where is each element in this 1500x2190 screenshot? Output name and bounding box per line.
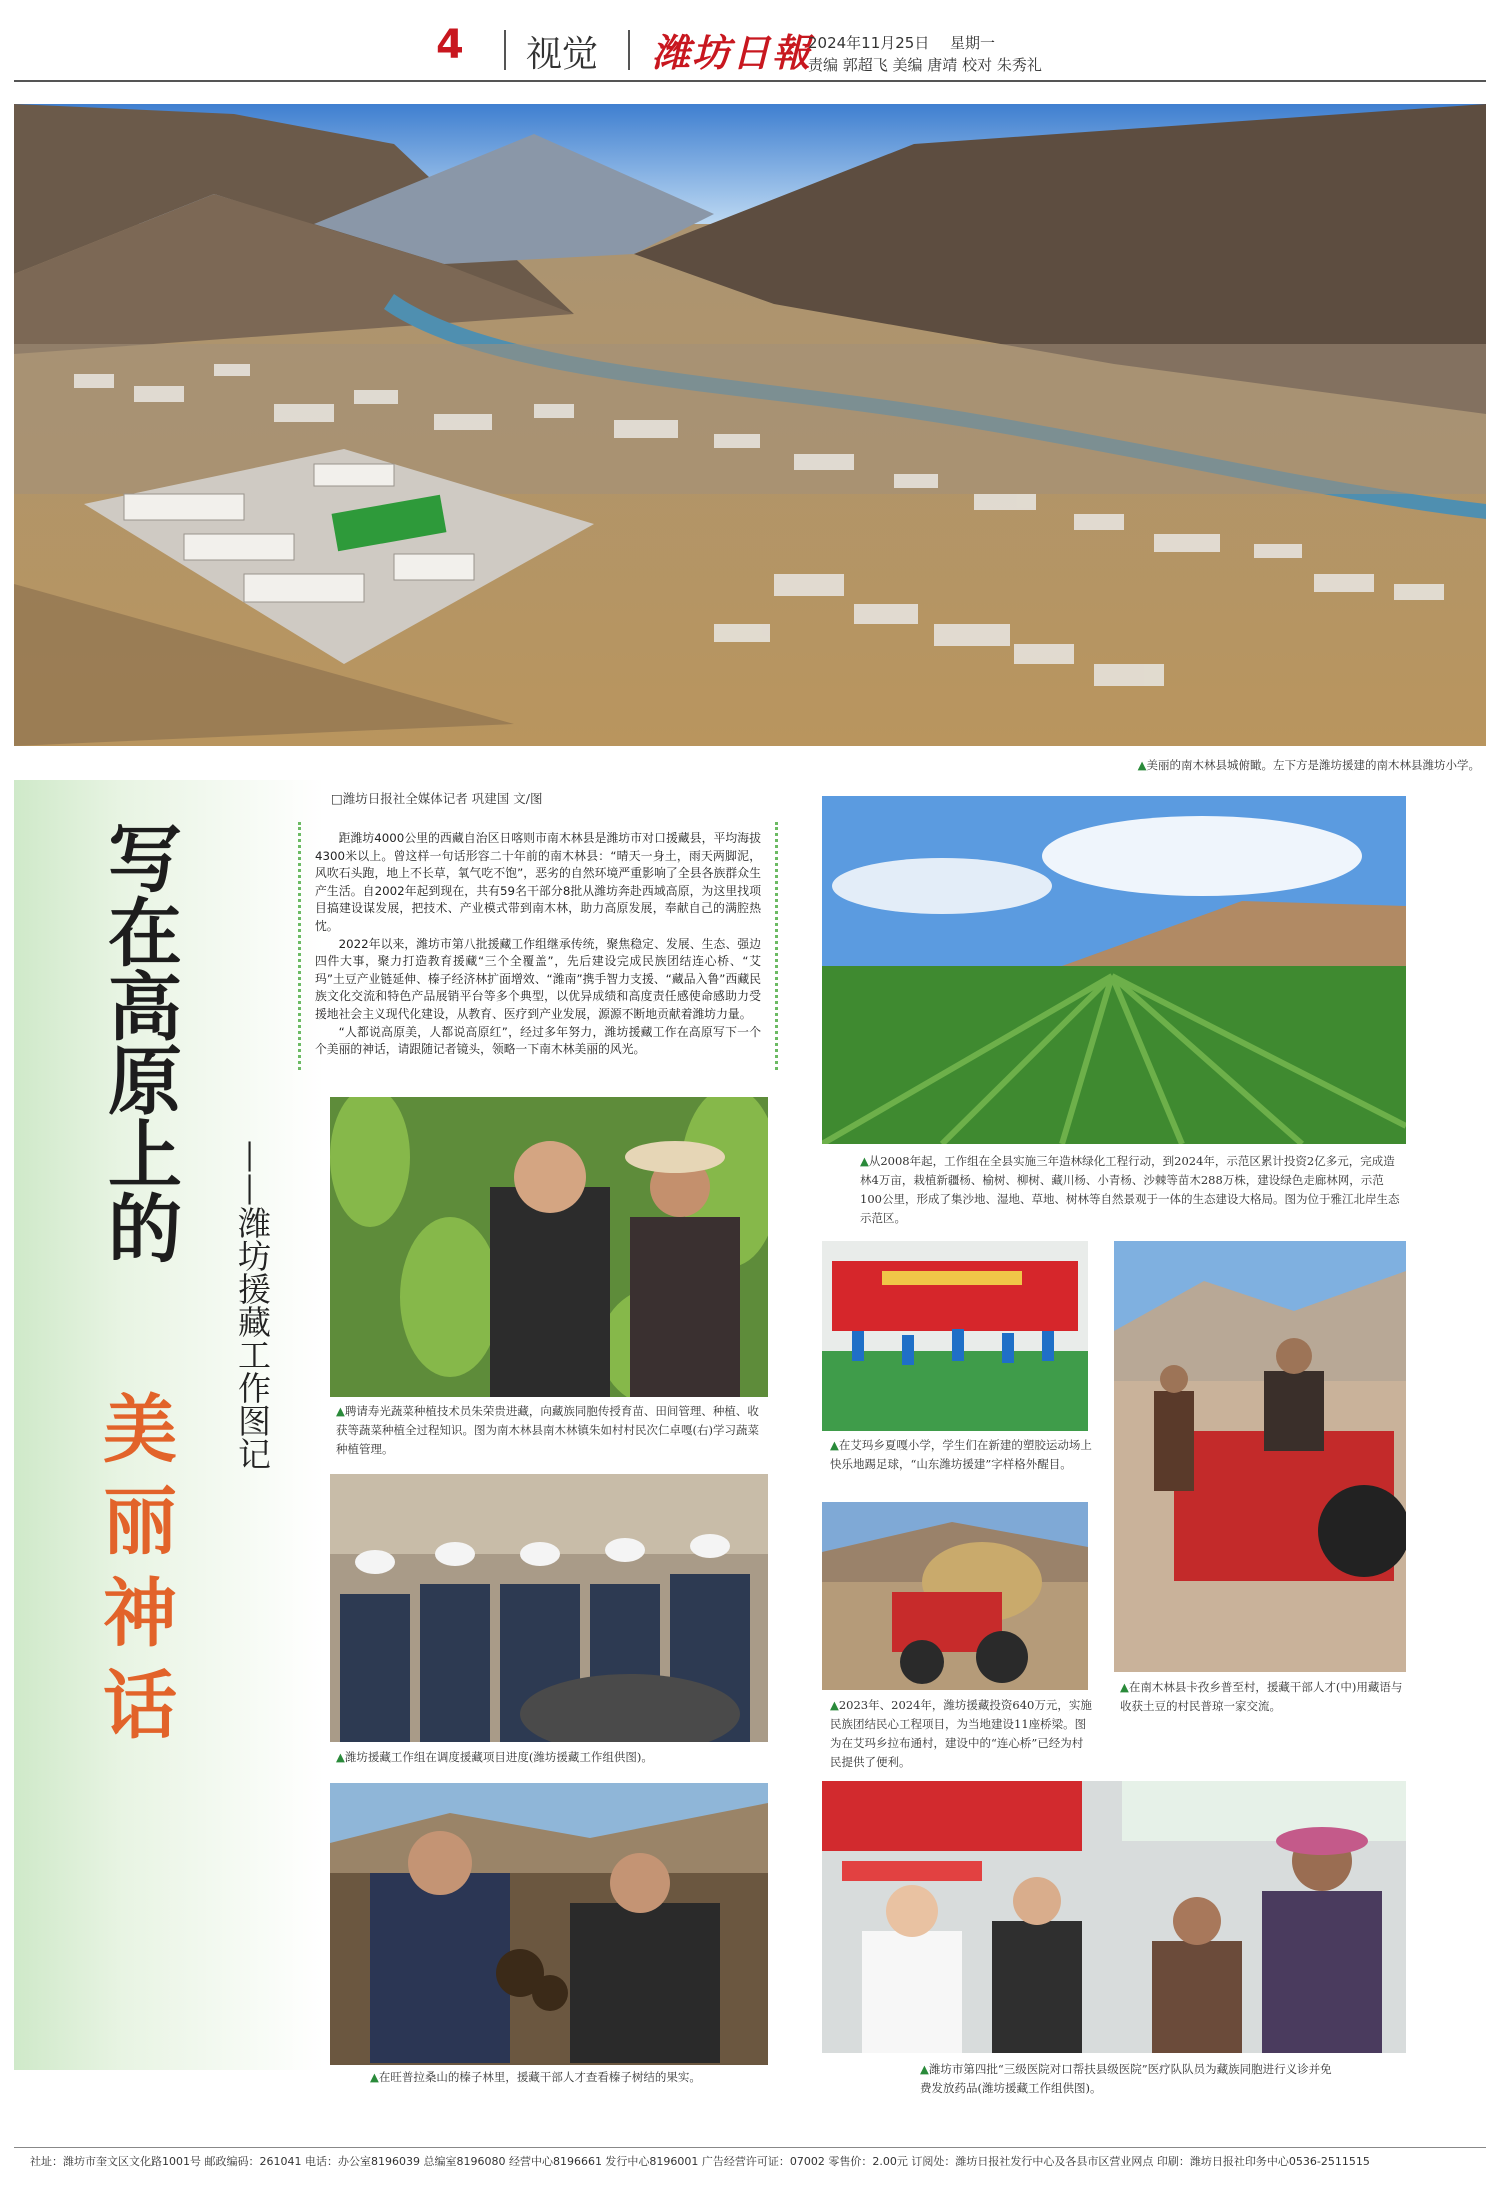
editor-credits: 责编 郭超飞 美编 唐靖 校对 朱秀礼 — [808, 56, 1042, 74]
photo-orchard — [330, 1783, 768, 2065]
tractor-large-caption: ▲在南木林县卡孜乡普至村，援藏干部人才(中)用藏语与收获土豆的村民普琼一家交流。 — [1120, 1680, 1403, 1713]
article-subtitle: ——潍坊援藏工作图记 — [233, 1140, 272, 1470]
article-body — [298, 822, 778, 1070]
caption-triangle-icon: ▲ — [1120, 1680, 1129, 1694]
article-title: 写在高原上的 — [96, 820, 182, 1264]
header-rule — [14, 80, 1486, 82]
newspaper-logo: 潍坊日報 — [652, 30, 813, 75]
photo-tractor-small — [822, 1502, 1088, 1690]
caption-triangle-icon: ▲ — [370, 2070, 379, 2084]
clinic-caption: ▲潍坊市第四批“三级医院对口帮扶县级医院”医疗队队员为藏族同胞进行义诊并免费发放药品(潍坊援藏工作组供图)。 — [920, 2062, 1332, 2095]
byline: □潍坊日报社全媒体记者 巩建国 文/图 — [331, 791, 543, 806]
photo-clinic — [822, 1781, 1406, 2053]
engineers-caption: ▲潍坊援藏工作组在调度援藏项目进度(潍坊援藏工作组供图)。 — [336, 1750, 653, 1764]
article-paragraph: 距潍坊4000公里的西藏自治区日喀则市南木林县是潍坊市对口援藏县，平均海拔4300米以上。曾这样一句话形容二十年前的南木林县：“晴天一身土，雨天两脚泥，风吹石头跑，地上不长草，氧气吃不饱”，恶劣的自然环境严重影响了全县各族群众生产生活。自2002年起到现在，共有59名干部分8批从潍坊奔赴西域高原，为这里找项目搞建设谋发展，把技术、产业模式带到南木林，助力高原发展，奉献自己的满腔热忱。 — [315, 831, 761, 933]
orchard-caption: ▲在旺普拉桑山的榛子林里，援藏干部人才查看榛子树结的果实。 — [370, 2070, 701, 2084]
article-paragraph: 2022年以来，潍坊市第八批援藏工作组继承传统，聚焦稳定、发展、生态、强边四件大事，聚力打造教育援藏“三个全覆盖”，先后建设完成民族团结连心桥、“艾玛”土豆产业链延伸、榛子经济林扩面增效、“潍南”携手智力支援、“藏品入鲁”西藏民族文化交流和特色产品展销平台等多个典型，以优异成绩和高度责任感使命感助力受援地社会主义现代化建设，从教育、医疗到产业发展，源源不断地贡献着潍坊力量。 — [315, 936, 761, 1021]
caption-triangle-icon: ▲ — [336, 1404, 345, 1418]
issue-weekday: 星期一 — [950, 34, 996, 52]
caption-triangle-icon: ▲ — [860, 1154, 869, 1168]
article-paragraph: “人都说高原美，人都说高原红”，经过多年努力，潍坊援藏工作在高原写下一个个美丽的神话，请跟随记者镜头，领略一下南木林美丽的风光。 — [315, 1024, 761, 1057]
page-number: 4 — [436, 22, 464, 68]
photo-field — [822, 796, 1406, 1144]
tractor-small-caption: ▲2023年、2024年，潍坊援藏投资640万元，实施民族团结民心工程项目，为当地建设11座桥梁。图为在艾玛乡拉布通村，建设中的“连心桥”已经为村民提供了便利。 — [830, 1698, 1092, 1769]
photo-greenhouse — [330, 1097, 768, 1397]
caption-triangle-icon: ▲ — [1137, 758, 1147, 772]
photo-school — [822, 1241, 1088, 1431]
school-caption: ▲在艾玛乡夏嘎小学，学生们在新建的塑胶运动场上快乐地踢足球，“山东潍坊援建”字样格外醒目。 — [830, 1438, 1092, 1471]
caption-triangle-icon: ▲ — [830, 1438, 839, 1452]
field-caption: ▲从2008年起，工作组在全县实施三年造林绿化工程行动，到2024年，示范区累计投资2亿多元，完成造林4万亩，栽植新疆杨、榆树、柳树、藏川杨、小青杨、沙棘等苗木288万株，建设绿色走廊林网，示范100公里，形成了集沙地、湿地、草地、树林等自然景观于一体的生态建设大格局。图为位于雅江北岸生态示范区。 — [860, 1154, 1400, 1225]
caption-triangle-icon: ▲ — [920, 2062, 929, 2076]
publisher-footer: 社址：潍坊市奎文区文化路1001号 邮政编码：261041 电话：办公室8196039 总编室8196080 经营中心8196661 发行中心8196001 广告经营许可证：07002 零售价：2.00元 订阅处：潍坊日报社发行中心及各县市区营业网点 印刷：潍坊日报社印务中心0536-2511515 — [30, 2155, 1370, 2168]
issue-date: 2024年11月25日 — [808, 34, 930, 52]
caption-triangle-icon: ▲ — [336, 1750, 345, 1764]
photo-engineers — [330, 1474, 768, 1742]
greenhouse-caption: ▲聘请寿光蔬菜种植技术员朱荣贵进藏，向藏族同胞传授育苗、田间管理、种植、收获等蔬菜种植全过程知识。图为南木林县南木林镇朱如村村民次仁卓嘎(右)学习蔬菜种植管理。 — [336, 1404, 759, 1456]
photo-tractor-large — [1114, 1241, 1406, 1672]
section-name: 视觉 — [526, 34, 599, 75]
panorama-caption: ▲美丽的南木林县城俯瞰。左下方是潍坊援建的南木林县潍坊小学。 — [1137, 758, 1480, 772]
article-title-highlight: 美丽神话 — [91, 1390, 177, 1758]
header-divider — [628, 30, 630, 70]
header-divider — [504, 30, 506, 70]
footer-rule — [14, 2147, 1486, 2148]
caption-triangle-icon: ▲ — [830, 1698, 839, 1712]
panorama-photo — [14, 104, 1486, 746]
